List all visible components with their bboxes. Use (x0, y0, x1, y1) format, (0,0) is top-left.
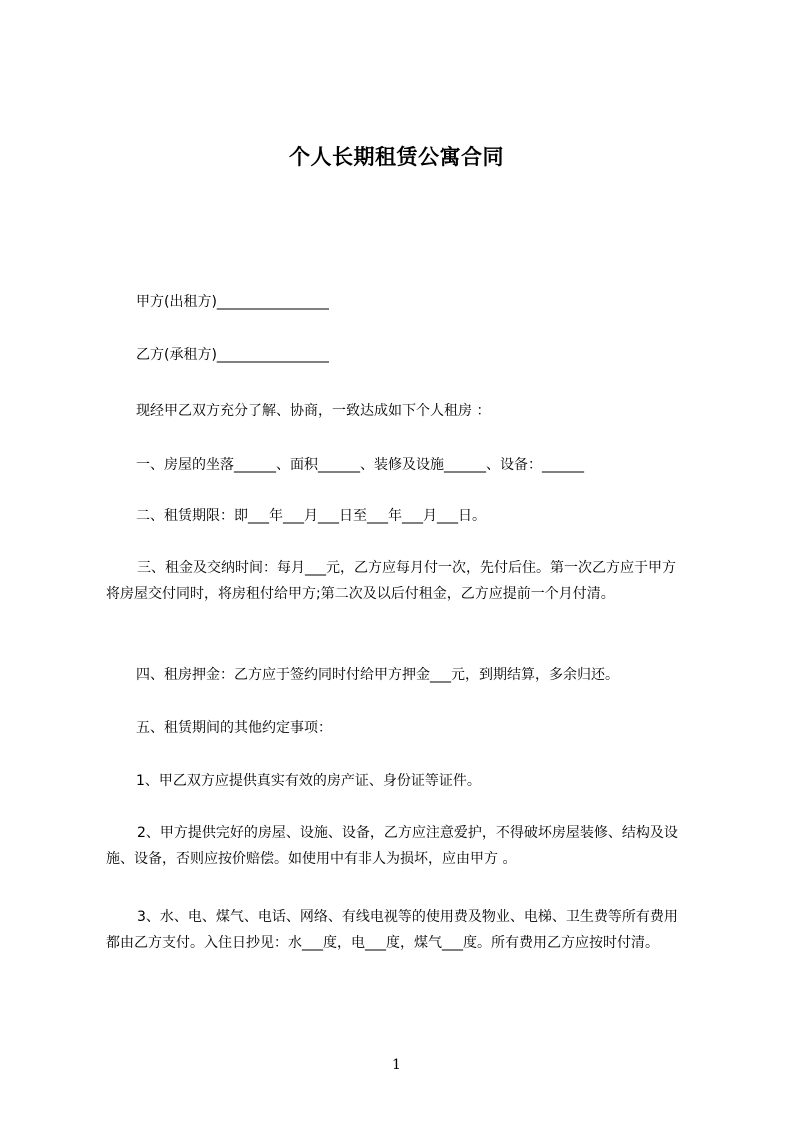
page-number: 1 (392, 1057, 401, 1073)
party-b-line: 乙方(承租方)________________ (136, 347, 329, 363)
clause-1-property: 一、房屋的坐落______、面积______、装修及设施______、设备：______ (136, 457, 584, 473)
intro-paragraph: 现经甲乙双方充分了解、协商，一致达成如下个人租房 ： (136, 403, 491, 419)
clause-4-deposit: 四、租房押金：乙方应于签约同时付给甲方押金___元，到期结算，多余归还。 (136, 667, 619, 683)
party-a-line: 甲方(出租方)________________ (136, 294, 329, 310)
contract-title: 个人长期租赁公寓合同 (289, 145, 504, 169)
item-3-utilities: 3、水、电、煤气、电话、网络、有线电视等的使用费及物业、电梯、卫生费等所有费用都由乙方支付。入住日抄见：水___度，电___度，煤气___度。所有费用乙方应按时付清。 (106, 909, 678, 951)
item-1-documents: 1、甲乙双方应提供真实有效的房产证、身份证等证件。 (136, 773, 481, 789)
item-2-maintenance: 2、甲方提供完好的房屋、设施、设备，乙方应注意爱护，不得破坏房屋装修、结构及设施、设备，否则应按价赔偿。如使用中有非人为损坏，应由甲方 。 (106, 825, 678, 867)
clause-3-rent-payment: 三、租金及交纳时间：每月___元，乙方应每月付一次，先付后住。第一次乙方应于甲方将房屋交付同时，将房租付给甲方;第二次及以后付租金，乙方应提前一个月付清。 (106, 560, 676, 602)
clause-5-heading: 五、租赁期间的其他约定事项： (136, 720, 332, 736)
clause-2-term: 二、租赁期限：即___年___月___日至___年___月___日。 (136, 508, 486, 524)
